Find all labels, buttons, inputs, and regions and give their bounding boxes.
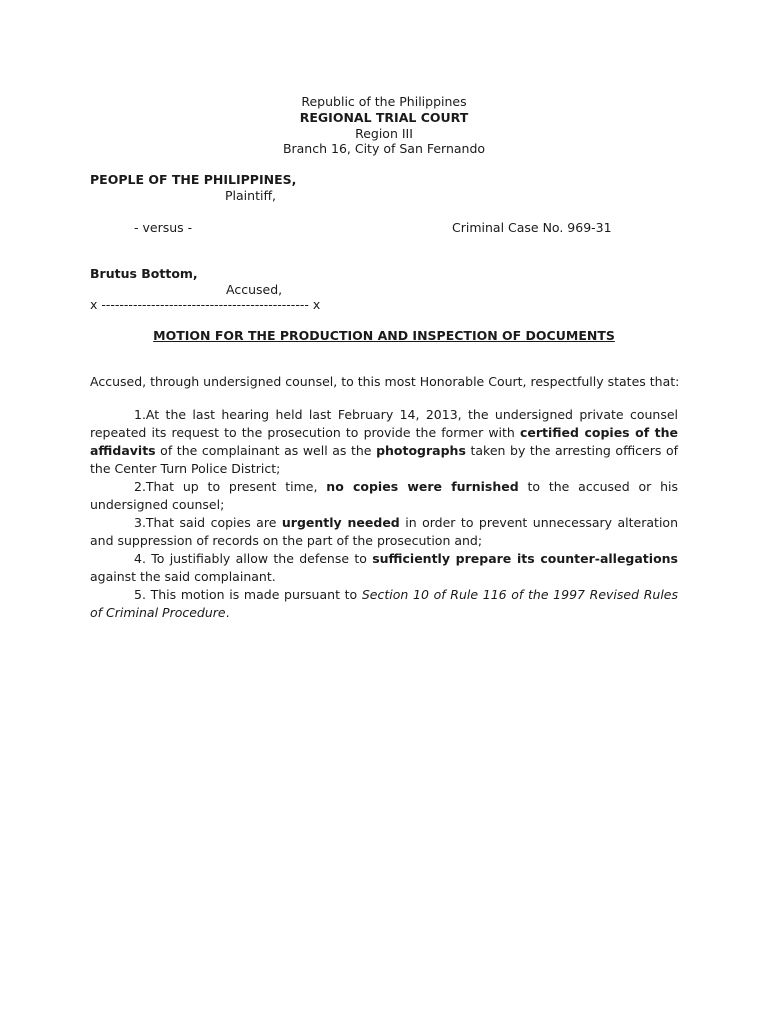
paragraph-5 (90, 586, 678, 622)
branch-line: Branch 16, City of San Fernando (282, 141, 486, 156)
republic-line: Republic of the Philippines (301, 94, 467, 109)
p4-bold: sufficiently prepare its counter-allegations (372, 551, 678, 566)
p2-text-a: 2.That up to present time, (134, 479, 327, 494)
caption-separator: x ---------------------------------------------- x (90, 297, 321, 312)
paragraph-4 (90, 550, 678, 586)
p5-italic-citation: Section 10 of Rule 116 of the 1997 Revised Rules of Criminal Procedure (90, 587, 679, 620)
versus-label: - versus - (134, 220, 193, 235)
p1-text-a: 1.At the last hearing held last February 14, 2013, the undersigned private counsel repeated its request to the prosecution to provide the former with (90, 407, 678, 440)
p5-text-a: 5. This motion is made pursuant to (134, 587, 362, 602)
p1-text-c: of the complainant as well as the (155, 443, 377, 458)
motion-title: MOTION FOR THE PRODUCTION AND INSPECTION OF DOCUMENTS (153, 328, 615, 343)
accused-role: Accused, (226, 282, 283, 297)
p1-bold-photographs: photographs (376, 443, 466, 458)
p3-text-c: in order to prevent unnecessary alteration and suppression of records on the part of the prosecution and; (90, 515, 678, 548)
p2-text-c: to the accused or his undersigned counsel; (90, 479, 678, 512)
paragraph-2 (90, 478, 678, 514)
paragraph-1 (90, 406, 678, 478)
p4-text-c: against the said complainant. (90, 569, 276, 584)
p1-text-d: taken by the arresting officers of the Center Turn Police District; (90, 443, 678, 476)
region-line: Region III (355, 126, 413, 141)
p4-text-a: 4. To justifiably allow the defense to (134, 551, 373, 566)
accused-name: Brutus Bottom, (90, 266, 198, 281)
intro-statement: Accused, through undersigned counsel, to this most Honorable Court, respectfully states that: (90, 374, 680, 389)
court-name: REGIONAL TRIAL COURT (299, 110, 469, 125)
plaintiff-name: PEOPLE OF THE PHILIPPINES, (90, 172, 297, 187)
case-number: Criminal Case No. 969-31 (452, 220, 612, 235)
p1-bold-affidavits: certified copies of the affidavits (90, 425, 678, 458)
plaintiff-role: Plaintiff, (225, 188, 277, 203)
p3-text-a: 3.That said copies are (134, 515, 282, 530)
p2-bold: no copies were furnished (326, 479, 519, 494)
paragraph-3 (90, 514, 678, 550)
motion-body (90, 406, 678, 622)
p5-text-c: . (225, 605, 230, 620)
p3-bold: urgently needed (281, 515, 400, 530)
